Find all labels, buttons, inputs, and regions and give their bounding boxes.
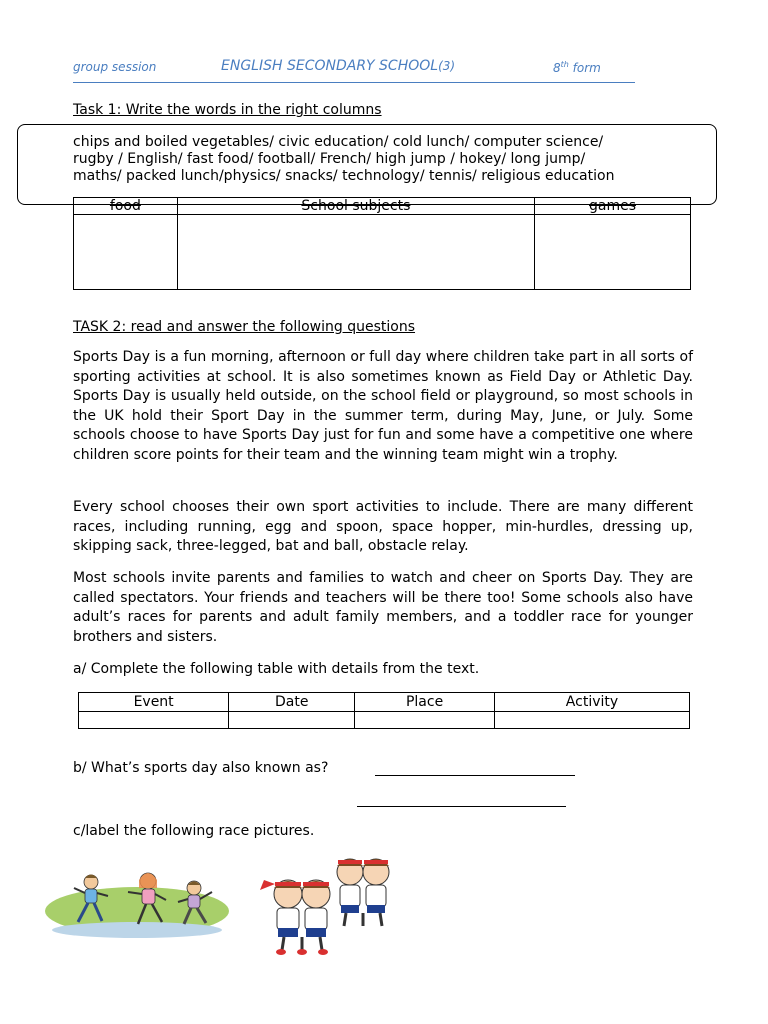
details-header-activity: Activity xyxy=(494,693,689,712)
column-header-games: games xyxy=(535,198,691,215)
header-form xyxy=(553,60,601,75)
three-legged-race-picture xyxy=(254,850,400,958)
school-name: ENGLISH SECONDARY SCHOOL xyxy=(221,58,439,74)
form-suffix: th xyxy=(560,60,569,69)
running-race-picture xyxy=(44,866,230,942)
reading-paragraph-1: Sports Day is a fun morning, afternoon or full day where children take part in all sorts of sporting activities at school. It is also sometimes known as Field Day or Athletic Day. Sports Day is usually held outside, on the school field or playground, so most schools in the UK hold their Sport Day in the summer term, during May, June, or July. Some schools choose to have Sports Day just for fun and some have a competitive one where children score points for their team and the winning team might win a trophy. xyxy=(73,349,693,463)
form-word: form xyxy=(568,61,601,75)
answer-cell-school-subjects[interactable] xyxy=(177,215,534,290)
column-header-school-subjects: School subjects xyxy=(177,198,534,215)
form-number: 8 xyxy=(553,61,561,75)
question-b: b/ What’s sports day also known as? xyxy=(73,760,329,776)
details-cell-activity[interactable] xyxy=(494,712,689,729)
answer-line-b2[interactable] xyxy=(357,806,566,807)
header-session-label: group session xyxy=(73,60,157,74)
answer-cell-games[interactable] xyxy=(535,215,691,290)
header-title-number: (3) xyxy=(438,59,456,73)
question-a: a/ Complete the following table with details from the text. xyxy=(73,661,480,677)
task2-title: TASK 2: read and answer the following questions xyxy=(73,319,416,335)
header-title xyxy=(221,58,455,74)
answer-line-b1[interactable] xyxy=(375,775,575,776)
word-bank-line: rugby / English/ fast food/ football/ French/ high jump / hokey/ long jump/ xyxy=(73,151,586,167)
reading-paragraph-2: Every school chooses their own sport activities to include. There are many different races, including running, egg and spoon, space hopper, min-hurdles, dressing up, skipping sack, three-legged, bat and ball, obstacle relay. xyxy=(73,499,693,554)
word-bank-line: chips and boiled vegetables/ civic education/ cold lunch/ computer science/ xyxy=(73,134,604,150)
column-header-food: food xyxy=(74,198,178,215)
details-table xyxy=(78,692,690,729)
answer-cell-food[interactable] xyxy=(74,215,178,290)
details-cell-event[interactable] xyxy=(79,712,229,729)
word-columns-table xyxy=(73,197,691,290)
details-cell-date[interactable] xyxy=(229,712,355,729)
page-header xyxy=(73,56,635,83)
details-header-date: Date xyxy=(229,693,355,712)
details-cell-place[interactable] xyxy=(355,712,495,729)
details-header-place: Place xyxy=(355,693,495,712)
word-bank xyxy=(73,134,713,185)
word-bank-box xyxy=(17,124,717,205)
reading-paragraph-3: Most schools invite parents and families to watch and cheer on Sports Day. They are called spectators. Your friends and teachers will be there too! Some schools also have adult’s races for parents and adult family members, and a toddler race for younger brothers and sisters. xyxy=(73,570,693,645)
details-header-event: Event xyxy=(79,693,229,712)
word-bank-line: maths/ packed lunch/physics/ snacks/ technology/ tennis/ religious education xyxy=(73,168,615,184)
task1-title: Task 1: Write the words in the right columns xyxy=(73,102,382,118)
question-c: c/label the following race pictures. xyxy=(73,823,315,839)
